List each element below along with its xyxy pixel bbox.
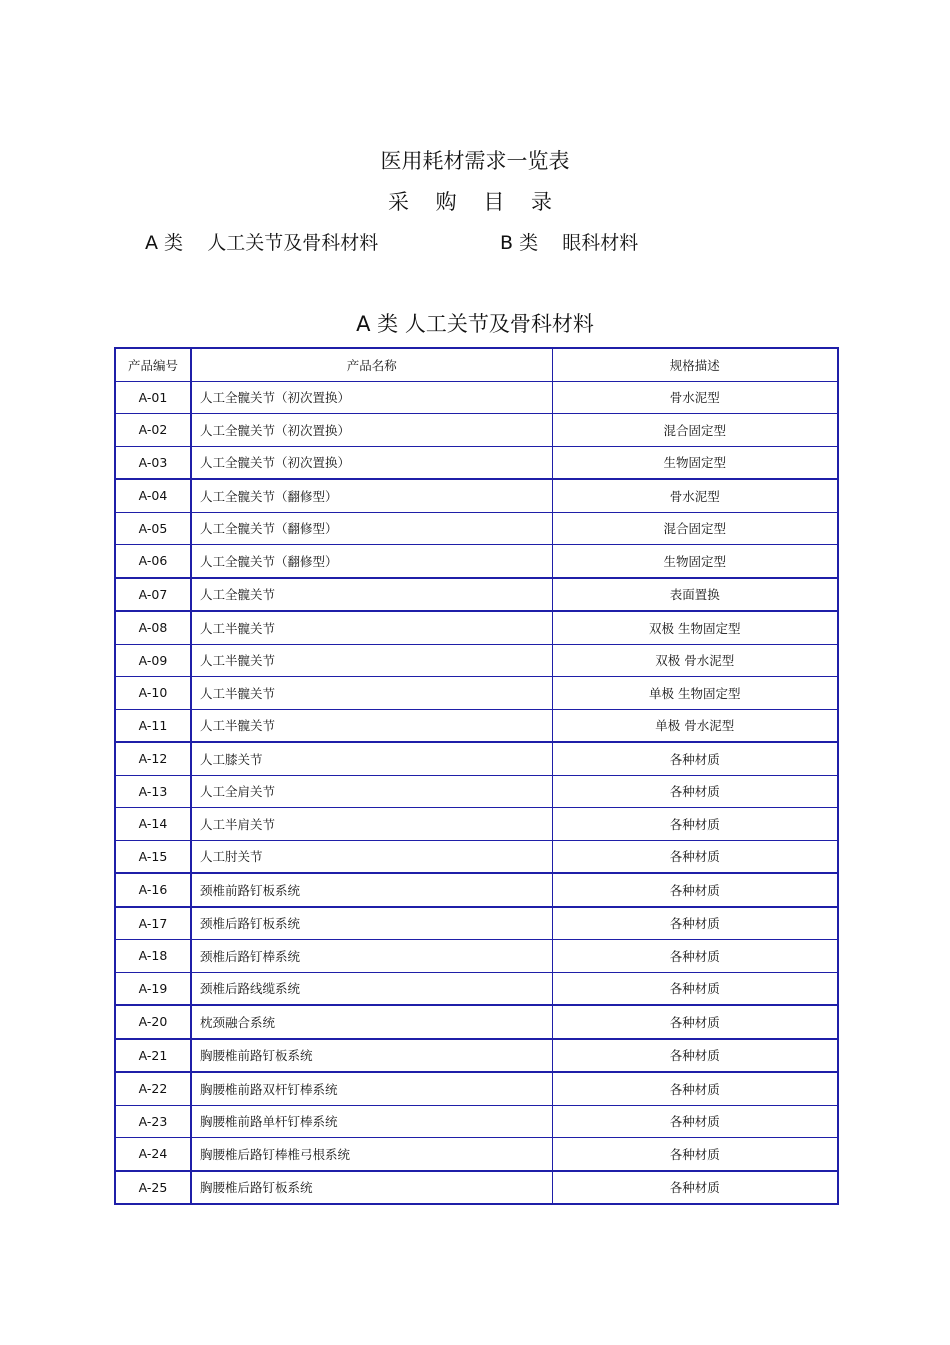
row-spec: 各种材质	[552, 940, 838, 973]
table-row	[115, 775, 838, 808]
row-spec: 各种材质	[552, 972, 838, 1005]
row-spec: 各种材质	[552, 1105, 838, 1138]
row-code: A-06	[115, 545, 191, 578]
row-code: A-11	[115, 709, 191, 742]
row-spec: 各种材质	[552, 808, 838, 841]
row-code: A-19	[115, 972, 191, 1005]
row-spec: 骨水泥型	[552, 479, 838, 512]
document-title: 医用耗材需求一览表	[380, 149, 570, 173]
header-spec: 规格描述	[552, 348, 838, 381]
header-code: 产品编号	[115, 348, 191, 381]
row-code: A-17	[115, 907, 191, 940]
table-row	[115, 972, 838, 1005]
row-code: A-07	[115, 578, 191, 612]
row-spec: 单极 生物固定型	[552, 677, 838, 710]
row-code: A-23	[115, 1105, 191, 1138]
row-spec: 各种材质	[552, 1005, 838, 1039]
row-code: A-03	[115, 446, 191, 479]
table-row	[115, 873, 838, 907]
row-code: A-15	[115, 840, 191, 873]
row-spec: 生物固定型	[552, 446, 838, 479]
row-name: 胸腰椎前路双杆钉棒系统	[191, 1072, 552, 1105]
row-spec: 各种材质	[552, 840, 838, 873]
row-name: 人工半髋关节	[191, 709, 552, 742]
row-code: A-16	[115, 873, 191, 907]
row-spec: 双极 骨水泥型	[552, 644, 838, 677]
row-code: A-21	[115, 1039, 191, 1073]
row-name: 人工全髋关节（翻修型）	[191, 479, 552, 512]
row-code: A-13	[115, 775, 191, 808]
category-b	[500, 228, 638, 255]
row-name: 枕颈融合系统	[191, 1005, 552, 1039]
row-spec: 各种材质	[552, 907, 838, 940]
row-name: 人工半髋关节	[191, 644, 552, 677]
table-row	[115, 545, 838, 578]
row-code: A-20	[115, 1005, 191, 1039]
row-name: 胸腰椎前路钉板系统	[191, 1039, 552, 1073]
row-name: 人工肘关节	[191, 840, 552, 873]
category-a	[145, 228, 378, 255]
table-row	[115, 479, 838, 512]
row-code: A-05	[115, 512, 191, 545]
table-row	[115, 709, 838, 742]
table-row	[115, 808, 838, 841]
table-row	[115, 940, 838, 973]
row-code: A-08	[115, 611, 191, 644]
row-name: 人工全髋关节（初次置换）	[191, 381, 552, 414]
row-code: A-14	[115, 808, 191, 841]
row-name: 颈椎后路钉板系统	[191, 907, 552, 940]
table-row	[115, 578, 838, 612]
table-row	[115, 907, 838, 940]
category-b-code: B 类	[500, 232, 539, 254]
category-a-name: 人工关节及骨科材料	[207, 232, 379, 254]
table-row	[115, 1105, 838, 1138]
row-code: A-22	[115, 1072, 191, 1105]
row-code: A-09	[115, 644, 191, 677]
row-code: A-04	[115, 479, 191, 512]
table-row	[115, 1039, 838, 1073]
table-row	[115, 414, 838, 447]
row-name: 颈椎后路钉棒系统	[191, 940, 552, 973]
row-code: A-01	[115, 381, 191, 414]
product-table	[114, 347, 839, 1205]
row-spec: 骨水泥型	[552, 381, 838, 414]
row-name: 人工半髋关节	[191, 677, 552, 710]
table-header-row	[115, 348, 838, 381]
row-code: A-25	[115, 1171, 191, 1205]
row-name: 人工全髋关节（翻修型）	[191, 512, 552, 545]
table-row	[115, 1138, 838, 1171]
row-name: 人工全髋关节（初次置换）	[191, 414, 552, 447]
table-row	[115, 446, 838, 479]
row-name: 人工全髋关节（初次置换）	[191, 446, 552, 479]
document-subtitle: 采 购 目 录	[387, 190, 563, 214]
table-row	[115, 1171, 838, 1205]
category-a-code: A 类	[145, 232, 184, 254]
row-spec: 混合固定型	[552, 512, 838, 545]
row-code: A-18	[115, 940, 191, 973]
category-b-name: 眼科材料	[562, 232, 639, 254]
row-name: 人工全髋关节	[191, 578, 552, 612]
row-code: A-24	[115, 1138, 191, 1171]
row-spec: 各种材质	[552, 1072, 838, 1105]
row-name: 人工膝关节	[191, 742, 552, 775]
table-row	[115, 677, 838, 710]
row-spec: 生物固定型	[552, 545, 838, 578]
row-code: A-12	[115, 742, 191, 775]
table-row	[115, 512, 838, 545]
row-name: 胸腰椎后路钉棒椎弓根系统	[191, 1138, 552, 1171]
row-name: 胸腰椎后路钉板系统	[191, 1171, 552, 1205]
table-row	[115, 840, 838, 873]
table-row	[115, 1005, 838, 1039]
table-row	[115, 381, 838, 414]
row-name: 人工全肩关节	[191, 775, 552, 808]
row-name: 胸腰椎前路单杆钉棒系统	[191, 1105, 552, 1138]
table-row	[115, 644, 838, 677]
row-spec: 表面置换	[552, 578, 838, 612]
row-spec: 各种材质	[552, 775, 838, 808]
row-name: 人工全髋关节（翻修型）	[191, 545, 552, 578]
row-code: A-10	[115, 677, 191, 710]
row-spec: 各种材质	[552, 1039, 838, 1073]
row-code: A-02	[115, 414, 191, 447]
row-spec: 双极 生物固定型	[552, 611, 838, 644]
row-spec: 各种材质	[552, 1171, 838, 1205]
row-spec: 单极 骨水泥型	[552, 709, 838, 742]
table-row	[115, 742, 838, 775]
header-name: 产品名称	[191, 348, 552, 381]
row-spec: 各种材质	[552, 873, 838, 907]
row-name: 人工半髋关节	[191, 611, 552, 644]
row-spec: 各种材质	[552, 742, 838, 775]
row-name: 人工半肩关节	[191, 808, 552, 841]
row-spec: 混合固定型	[552, 414, 838, 447]
row-name: 颈椎前路钉板系统	[191, 873, 552, 907]
row-spec: 各种材质	[552, 1138, 838, 1171]
table-row	[115, 611, 838, 644]
section-heading: A 类 人工关节及骨科材料	[356, 312, 594, 336]
row-name: 颈椎后路线缆系统	[191, 972, 552, 1005]
table-row	[115, 1072, 838, 1105]
